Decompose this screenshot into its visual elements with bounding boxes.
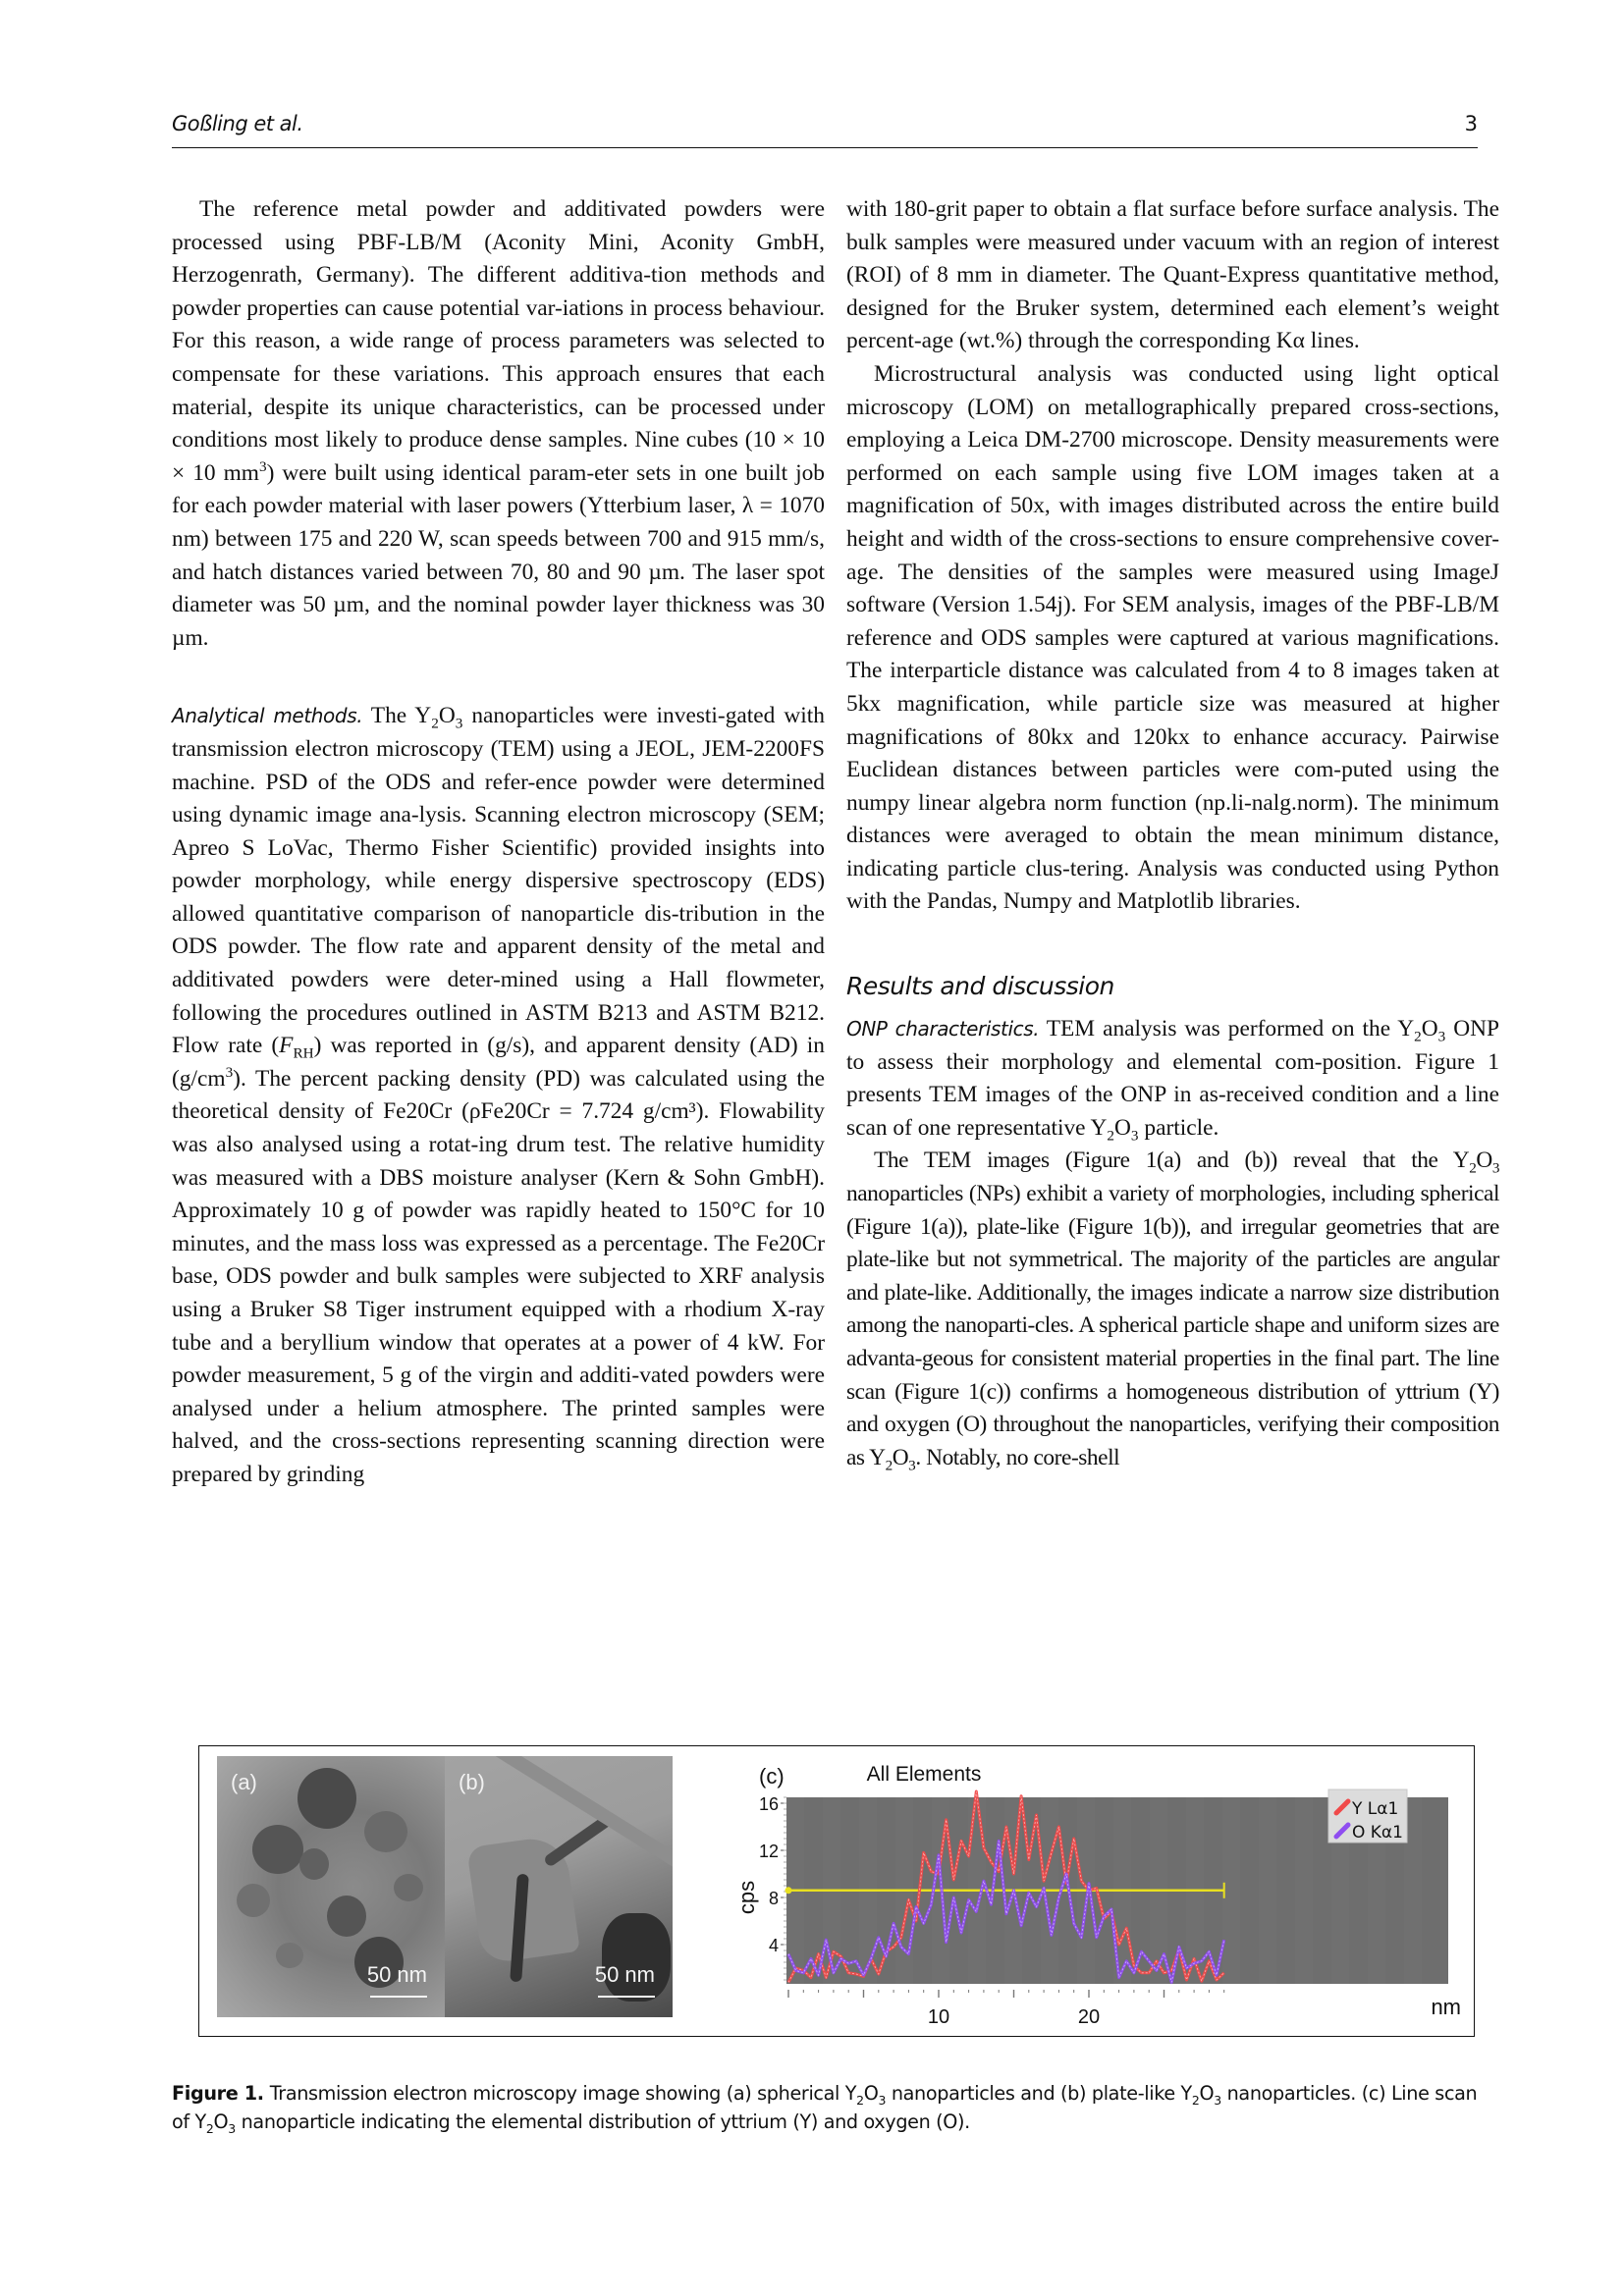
- y-tick-label: 4: [768, 1936, 779, 1955]
- caption-text: Transmission electron microscopy image showing (a) spherical Y: [269, 2082, 857, 2105]
- legend-label: O Kα1: [1352, 1823, 1403, 1842]
- subscript: 3: [878, 2092, 887, 2108]
- subscript: 3: [1214, 2092, 1221, 2108]
- text-run: . Notably, no core-shell: [915, 1444, 1120, 1470]
- caption-text: O: [213, 2110, 229, 2133]
- text-run: O: [1476, 1148, 1492, 1174]
- text-run: particle.: [1138, 1114, 1219, 1141]
- caption-text: nanoparticles and (b) plate-like Y: [886, 2082, 1192, 2105]
- superscript: 3: [225, 1064, 234, 1082]
- page-number: 3: [1464, 112, 1478, 135]
- panel-label-c: (c): [759, 1764, 785, 1789]
- chart-title: All Elements: [866, 1763, 982, 1786]
- section-heading-results: Results and discussion: [846, 972, 1114, 1001]
- text-run: ONP to assess their morphology and elemental com-position. Figure 1 presents TEM images of the ONP in as-received condition and a line scan of one representative Y: [846, 1016, 1499, 1141]
- subscript: 3: [908, 1457, 916, 1474]
- runin-heading-analytical-methods: Analytical methods.: [172, 704, 363, 728]
- caption-text: O: [863, 2082, 879, 2105]
- text-run: ). The percent packing density (PD) was calculated using the theoretical density of Fe20Cr (ρFe20Cr = 7.724 g/cm³). Flowability was also analysed using a rotat-ing drum test. The relative humidity was measured with a DBS moisture analyser (Kern & Sohn GmbH). Approximately 10 g of powder was rapidly heated to 150°C for 10 minutes, and the mass loss was expressed as a percentage. The Fe20Cr base, ODS powder and bulk samples were subjected to XRF analysis using a Bruker S8 Tiger instrument equipped with a rhodium X-ray tube and a beryllium window that operates at a power of 4 kW. For powder measurement, 5 g of the virgin and additi-vated powders were analysed under a helium atmosphere. The printed samples were halved, and the cross-sections representing scanning direction were prepared by grinding: [172, 1065, 825, 1487]
- scan-start-marker: [785, 1887, 792, 1894]
- y-axis-label: cps: [734, 1880, 759, 1915]
- subscript: 2: [1191, 2092, 1200, 2108]
- paragraph-tem-images: [846, 1145, 1499, 1474]
- text-run: nanoparticles were investi-gated with transmission electron microscopy (TEM) using a JEOL, JEM-2200FS machine. PSD of the ODS and refer-ence powder were determined using dynamic image ana-lysis. Scanning electron microscopy (SEM; Apreo S LoVac, Thermo Fisher Scientific) provided insights into powder morphology, while energy dispersive spectroscopy (EDS) allowed quantitative comparison of nanoparticle dis-tribution in the ODS powder. The flow rate and apparent density of the metal and additivated powders were deter-mined using a Hall flowmeter, following the procedures outlined in ASTM B213 and ASTM B212. Flow rate (: [172, 703, 825, 1059]
- figure-caption: [172, 2079, 1483, 2136]
- text-run: O: [892, 1444, 909, 1470]
- subscript: 3: [1491, 1160, 1499, 1178]
- text-run: nanoparticles (NPs) exhibit a variety of morphologies, including spherical (Figure 1(a)), plate-like (Figure 1(b)), and irregular geometries that are plate-like but not symmetrical. The majority of the particles are angular and plate-like. Additionally, the images indicate a narrow size distribution among the nanoparti-cles. A spherical particle shape and uniform sizes are advanta-geous for consistent material properties in the final part. The line scan (Figure 1(c)) confirms a homogeneous distribution of yttrium (Y) and oxygen (O) throughout the nanoparticles, verifying their composition as Y: [846, 1181, 1499, 1470]
- scale-bar-label-a: 50 nm: [366, 1962, 427, 1987]
- text-run: O: [1421, 1016, 1438, 1042]
- paragraph-analytical-methods: [172, 700, 825, 1491]
- text-run: O: [438, 703, 456, 729]
- panel-label-b: (b): [459, 1770, 485, 1794]
- y-tick-label: 8: [768, 1889, 779, 1908]
- plot-texture: [1259, 1797, 1276, 1984]
- paragraph-xrf-continued: with 180-grit paper to obtain a flat surface before surface analysis. The bulk samples were measured under vacuum with an region of interest (ROI) of 8 mm in diameter. The Quant-Express quantitative method, designed for the Bruker system, determined each element’s weight percent-age (wt.%) through the corresponding Kα lines.: [846, 196, 1499, 354]
- subscript: 3: [1437, 1028, 1446, 1045]
- runin-heading-onp: ONP characteristics.: [846, 1017, 1040, 1041]
- subscript: 2: [1469, 1160, 1477, 1178]
- caption-text: O: [1199, 2082, 1215, 2105]
- subscript: 2: [205, 2120, 214, 2136]
- text-run: TEM analysis was performed on the Y: [1039, 1016, 1415, 1042]
- subscript: 2: [431, 715, 439, 732]
- caption-label: Figure 1.: [172, 2082, 264, 2105]
- text-run: ) were built using identical param-eter sets in one built job for each powder material with laser powers (Ytterbium laser, λ = 1070 nm) between 175 and 220 W, scan speeds between 700 and 915 mm/s, and hatch distances varied between 70, 80 and 90 µm. The laser spot diameter was 50 µm, and the nominal powder layer thickness was 30 µm.: [172, 459, 825, 651]
- x-axis-label: nm: [1431, 1995, 1461, 2019]
- text-run: The Y: [362, 703, 432, 729]
- text-run: The TEM images (Figure 1(a) and (b)) reveal that the Y: [874, 1148, 1470, 1174]
- y-tick-label: 16: [758, 1794, 779, 1814]
- running-head-author: Goßling et al.: [172, 112, 303, 135]
- paragraph-microstructural-analysis: Microstructural analysis was conducted using light optical microscopy (LOM) on metallographically prepared cross-sections, employing a Leica DM-2700 microscope. Density measurements were performed on each sample using five LOM images taken at a magnification of 50x, with images distributed across the entire build height and width of the cross-sections to ensure comprehensive cover-age. The densities of the samples were measured using ImageJ software (Version 1.54j). For SEM analysis, images of the PBF-LB/M reference and ODS samples were captured at various magnifications. The interparticle distance was calculated from 4 to 8 images taken at 5kx magnification, while particle size was measured at higher magnifications of 80kx and 120kx to enhance accuracy. Pairwise Euclidean distances between particles were com-puted using the numpy linear algebra norm function (np.li-nalg.norm). The minimum distances were averaged to obtain the mean minimum distance, indicating particle clus-tering. Analysis was conducted using Python with the Pandas, Numpy and Matplotlib libraries.: [846, 360, 1499, 915]
- subscript: RH: [293, 1044, 314, 1062]
- figure-1: [198, 1745, 1475, 2037]
- paragraph-process-parameters: [172, 193, 825, 655]
- line-scan-svg: [199, 1746, 1476, 2038]
- text-run: The reference metal powder and additivated powders were processed using PBF-LB/M (Aconity Mini, Aconity GmbH, Herzogenrath, Germany). The different additiva-tion methods and powder properties can cause potential var-iations in process behaviour. For this reason, a wide range of process parameters was selected to compensate for these variations. This approach ensures that each material, despite its unique characteristics, can be processed under conditions most likely to produce dense samples. Nine cubes (10 × 10 × 10 mm: [172, 196, 825, 486]
- x-tick-label: 10: [927, 2006, 950, 2028]
- text-run: O: [1114, 1114, 1131, 1141]
- chart-legend: [1328, 1789, 1407, 1842]
- running-head: [172, 108, 1478, 148]
- text-run: ) was reported in (g/s), and apparent density (AD) in (g/cm: [172, 1033, 825, 1092]
- paragraph-onp-characteristics: [846, 1013, 1499, 1145]
- y-tick-label: 12: [758, 1842, 779, 1861]
- symbol-F: F: [279, 1033, 294, 1059]
- right-column: [846, 193, 1499, 1474]
- caption-text: nanoparticles. (c) Line scan of Y: [172, 2082, 1478, 2133]
- subscript: 2: [1107, 1127, 1115, 1145]
- subscript: 3: [1130, 1127, 1139, 1145]
- plot-texture: [1295, 1797, 1313, 1984]
- panel-label-a: (a): [231, 1770, 257, 1794]
- left-column: [172, 193, 825, 1492]
- subscript: 2: [856, 2092, 864, 2108]
- superscript: 3: [258, 457, 267, 475]
- subscript: 3: [455, 715, 463, 732]
- caption-text: nanoparticle indicating the elemental distribution of yttrium (Y) and oxygen (O).: [235, 2110, 970, 2133]
- scale-bar-label-b: 50 nm: [594, 1962, 655, 1987]
- subscript: 2: [1414, 1028, 1422, 1045]
- legend-label: Y Lα1: [1352, 1799, 1399, 1819]
- line-scan-chart: [199, 1746, 1476, 2038]
- subscript: 3: [228, 2120, 236, 2136]
- x-tick-label: 20: [1077, 2006, 1101, 2028]
- subscript: 2: [885, 1457, 893, 1474]
